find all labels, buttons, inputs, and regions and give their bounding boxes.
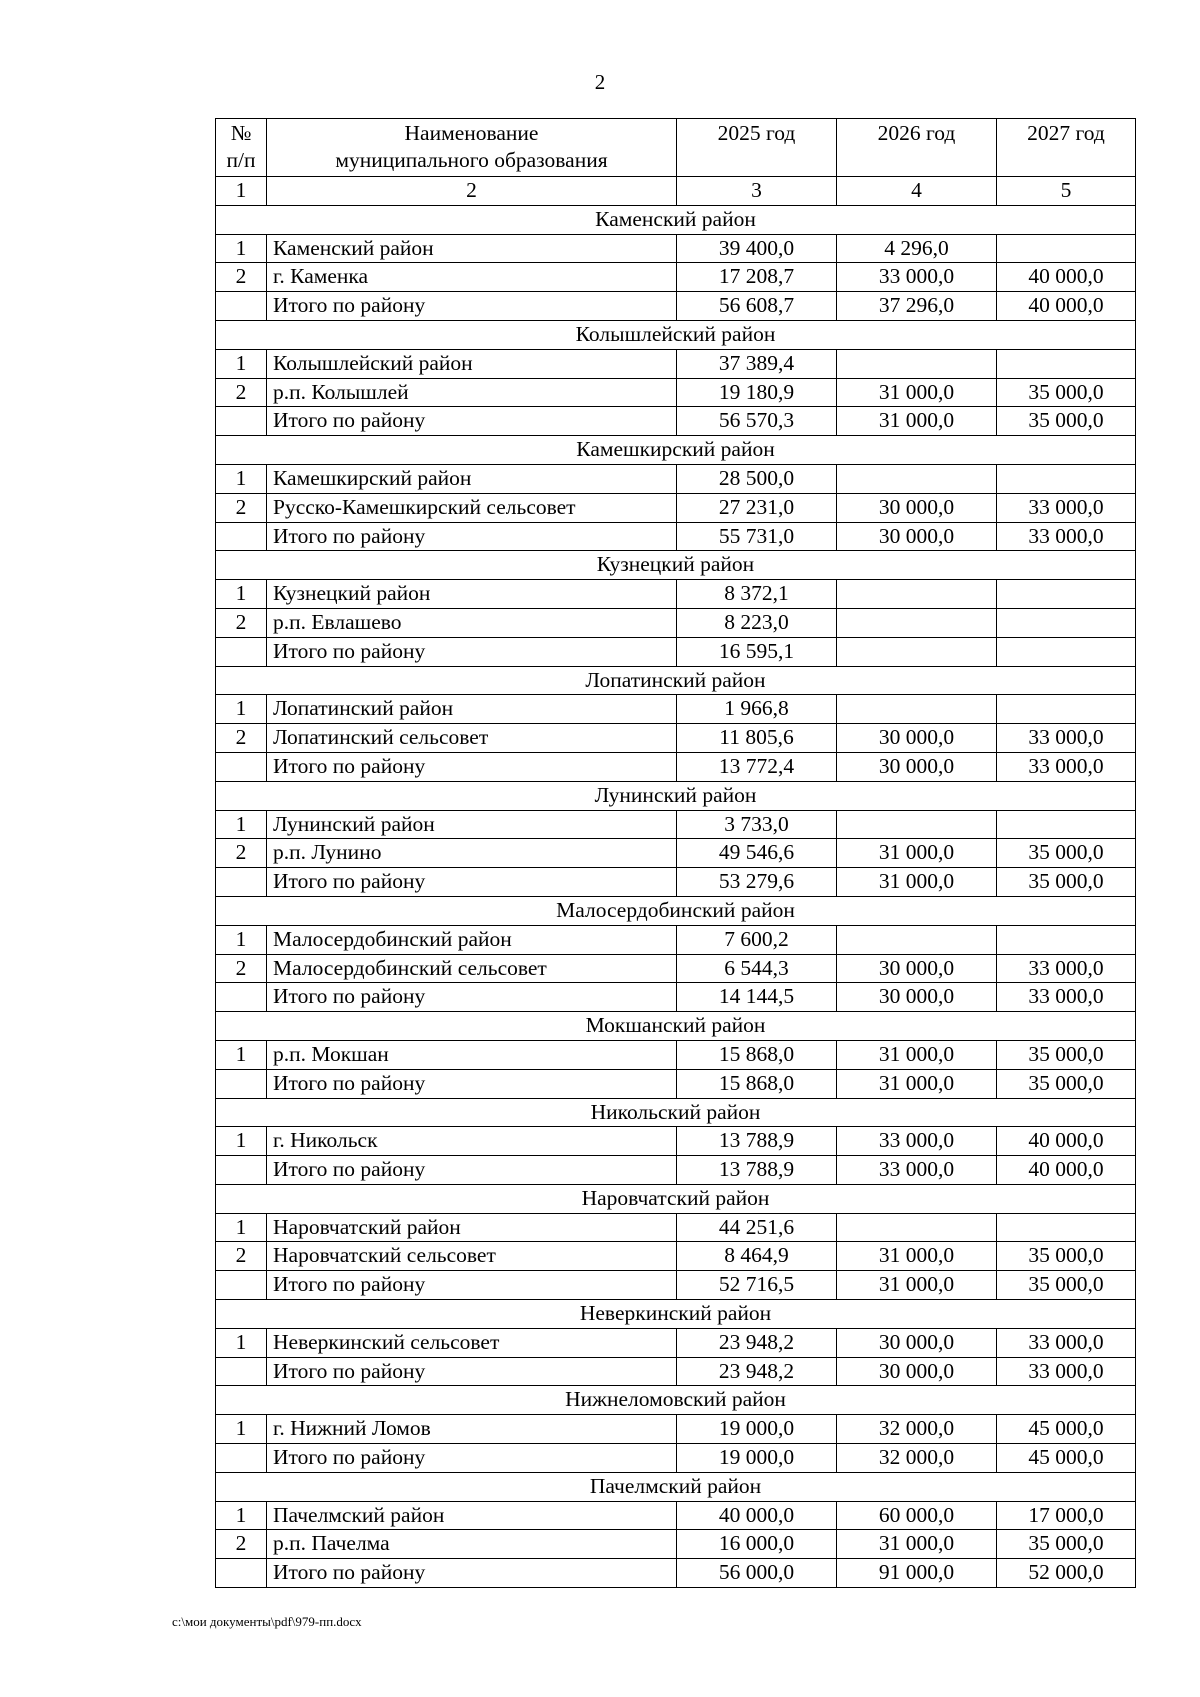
value-2026: 31 000,0	[837, 1271, 997, 1300]
municipality-name: Наровчатский сельсовет	[267, 1242, 677, 1271]
municipality-name: г. Никольск	[267, 1127, 677, 1156]
municipality-name: Лопатинский сельсовет	[267, 724, 677, 753]
page-number: 2	[594, 70, 606, 94]
table-row	[216, 1530, 1136, 1559]
value-2026: 32 000,0	[837, 1444, 997, 1473]
table-row	[216, 954, 1136, 983]
column-number: 4	[837, 177, 997, 206]
municipality-name: Итого по району	[267, 1271, 677, 1300]
value-2026: 30 000,0	[837, 724, 997, 753]
table-row	[216, 1156, 1136, 1185]
table-row	[216, 925, 1136, 954]
value-2026: 31 000,0	[837, 378, 997, 407]
section-header-row	[216, 551, 1136, 580]
municipality-name: р.п. Евлашево	[267, 608, 677, 637]
municipality-name: Малосердобинский район	[267, 925, 677, 954]
municipality-name: Итого по району	[267, 292, 677, 321]
row-number: 1	[216, 349, 267, 378]
municipality-name: Русско-Камешкирский сельсовет	[267, 493, 677, 522]
value-2026: 30 000,0	[837, 983, 997, 1012]
value-2025: 1 966,8	[677, 695, 837, 724]
row-number	[216, 1271, 267, 1300]
value-2027: 35 000,0	[997, 1242, 1136, 1271]
table-row	[216, 378, 1136, 407]
column-number: 2	[267, 177, 677, 206]
value-2027	[997, 464, 1136, 493]
row-number	[216, 1444, 267, 1473]
value-2026: 33 000,0	[837, 263, 997, 292]
section-title: Никольский район	[216, 1098, 1136, 1127]
value-2026: 30 000,0	[837, 1328, 997, 1357]
value-2026: 30 000,0	[837, 1357, 997, 1386]
value-2027: 35 000,0	[997, 1040, 1136, 1069]
row-number: 1	[216, 234, 267, 263]
row-number	[216, 1559, 267, 1588]
value-2026	[837, 637, 997, 666]
table-row	[216, 608, 1136, 637]
value-2027: 45 000,0	[997, 1415, 1136, 1444]
municipality-name: Колышлейский район	[267, 349, 677, 378]
section-title: Лопатинский район	[216, 666, 1136, 695]
row-number	[216, 522, 267, 551]
value-2026	[837, 695, 997, 724]
value-2027: 35 000,0	[997, 1530, 1136, 1559]
value-2025: 17 208,7	[677, 263, 837, 292]
value-2026	[837, 580, 997, 609]
row-number: 2	[216, 954, 267, 983]
column-number: 1	[216, 177, 267, 206]
row-number: 2	[216, 608, 267, 637]
value-2027	[997, 580, 1136, 609]
municipality-name: Итого по району	[267, 1357, 677, 1386]
section-header-row	[216, 1386, 1136, 1415]
value-2027	[997, 637, 1136, 666]
section-header-row	[216, 1012, 1136, 1041]
value-2027: 35 000,0	[997, 1271, 1136, 1300]
value-2027: 33 000,0	[997, 522, 1136, 551]
header-number: № п/п	[216, 119, 267, 177]
header-2026: 2026 год	[837, 119, 997, 177]
table-row	[216, 1415, 1136, 1444]
value-2025: 53 279,6	[677, 868, 837, 897]
municipality-name: р.п. Мокшан	[267, 1040, 677, 1069]
value-2025: 16 595,1	[677, 637, 837, 666]
table-row	[216, 1127, 1136, 1156]
table-row	[216, 234, 1136, 263]
municipality-name: Малосердобинский сельсовет	[267, 954, 677, 983]
section-title: Каменский район	[216, 205, 1136, 234]
table-row	[216, 292, 1136, 321]
municipality-name: Итого по району	[267, 983, 677, 1012]
value-2027: 33 000,0	[997, 493, 1136, 522]
section-title: Малосердобинский район	[216, 896, 1136, 925]
value-2026	[837, 349, 997, 378]
table-row	[216, 522, 1136, 551]
value-2026	[837, 810, 997, 839]
section-header-row	[216, 781, 1136, 810]
table-row	[216, 1040, 1136, 1069]
table-row	[216, 1213, 1136, 1242]
municipality-name: Каменский район	[267, 234, 677, 263]
row-number	[216, 1069, 267, 1098]
value-2025: 19 000,0	[677, 1415, 837, 1444]
value-2027: 33 000,0	[997, 1328, 1136, 1357]
table-row	[216, 407, 1136, 436]
municipality-name: г. Каменка	[267, 263, 677, 292]
row-number: 1	[216, 1127, 267, 1156]
row-number: 1	[216, 1213, 267, 1242]
value-2025: 3 733,0	[677, 810, 837, 839]
value-2025: 28 500,0	[677, 464, 837, 493]
section-header-row	[216, 205, 1136, 234]
municipality-name: Итого по району	[267, 637, 677, 666]
value-2025: 44 251,6	[677, 1213, 837, 1242]
value-2027: 35 000,0	[997, 378, 1136, 407]
row-number: 2	[216, 378, 267, 407]
value-2027: 33 000,0	[997, 752, 1136, 781]
value-2026: 60 000,0	[837, 1501, 997, 1530]
value-2026: 30 000,0	[837, 752, 997, 781]
column-number: 3	[677, 177, 837, 206]
row-number: 1	[216, 580, 267, 609]
table-row	[216, 349, 1136, 378]
value-2025: 27 231,0	[677, 493, 837, 522]
value-2027	[997, 810, 1136, 839]
column-numbers-row	[216, 177, 1136, 206]
table-row	[216, 263, 1136, 292]
value-2026: 37 296,0	[837, 292, 997, 321]
section-header-row	[216, 436, 1136, 465]
table-row	[216, 695, 1136, 724]
row-number: 2	[216, 263, 267, 292]
value-2026: 31 000,0	[837, 1069, 997, 1098]
municipality-name: Лопатинский район	[267, 695, 677, 724]
value-2025: 37 389,4	[677, 349, 837, 378]
row-number: 2	[216, 1530, 267, 1559]
row-number	[216, 752, 267, 781]
row-number: 1	[216, 810, 267, 839]
value-2027: 33 000,0	[997, 983, 1136, 1012]
table-row	[216, 1242, 1136, 1271]
value-2025: 39 400,0	[677, 234, 837, 263]
value-2027: 35 000,0	[997, 839, 1136, 868]
value-2026: 31 000,0	[837, 407, 997, 436]
section-header-row	[216, 666, 1136, 695]
value-2025: 6 544,3	[677, 954, 837, 983]
section-header-row	[216, 1300, 1136, 1329]
value-2025: 13 772,4	[677, 752, 837, 781]
value-2025: 49 546,6	[677, 839, 837, 868]
value-2026: 30 000,0	[837, 522, 997, 551]
section-title: Лунинский район	[216, 781, 1136, 810]
value-2026: 4 296,0	[837, 234, 997, 263]
row-number: 2	[216, 493, 267, 522]
section-title: Мокшанский район	[216, 1012, 1136, 1041]
municipality-name: Лунинский район	[267, 810, 677, 839]
value-2027	[997, 925, 1136, 954]
table-row	[216, 1444, 1136, 1473]
row-number	[216, 1357, 267, 1386]
table-row	[216, 752, 1136, 781]
municipality-name: Итого по району	[267, 868, 677, 897]
row-number: 1	[216, 1328, 267, 1357]
section-header-row	[216, 896, 1136, 925]
value-2026	[837, 464, 997, 493]
section-title: Нижнеломовский район	[216, 1386, 1136, 1415]
row-number: 2	[216, 839, 267, 868]
value-2027	[997, 349, 1136, 378]
table-row	[216, 1271, 1136, 1300]
row-number: 1	[216, 925, 267, 954]
value-2027: 33 000,0	[997, 954, 1136, 983]
table-row	[216, 1559, 1136, 1588]
table-row	[216, 868, 1136, 897]
value-2027	[997, 608, 1136, 637]
row-number: 1	[216, 464, 267, 493]
municipality-name: Итого по району	[267, 1444, 677, 1473]
value-2026: 30 000,0	[837, 493, 997, 522]
section-title: Пачелмский район	[216, 1472, 1136, 1501]
municipality-name: р.п. Колышлей	[267, 378, 677, 407]
table-row	[216, 1501, 1136, 1530]
value-2025: 23 948,2	[677, 1357, 837, 1386]
value-2026: 31 000,0	[837, 1242, 997, 1271]
value-2026: 91 000,0	[837, 1559, 997, 1588]
municipality-name: Итого по району	[267, 1156, 677, 1185]
value-2026: 31 000,0	[837, 1530, 997, 1559]
municipality-name: Итого по району	[267, 752, 677, 781]
row-number: 1	[216, 1501, 267, 1530]
section-header-row	[216, 1184, 1136, 1213]
value-2025: 8 464,9	[677, 1242, 837, 1271]
row-number	[216, 637, 267, 666]
row-number: 1	[216, 1040, 267, 1069]
value-2026	[837, 608, 997, 637]
municipality-name: Итого по району	[267, 407, 677, 436]
municipality-name: р.п. Пачелма	[267, 1530, 677, 1559]
value-2026: 32 000,0	[837, 1415, 997, 1444]
value-2025: 56 608,7	[677, 292, 837, 321]
table-row	[216, 1069, 1136, 1098]
table-row	[216, 839, 1136, 868]
value-2026: 31 000,0	[837, 868, 997, 897]
section-title: Кузнецкий район	[216, 551, 1136, 580]
section-header-row	[216, 1098, 1136, 1127]
row-number: 1	[216, 1415, 267, 1444]
table-row	[216, 724, 1136, 753]
value-2026: 33 000,0	[837, 1127, 997, 1156]
value-2026: 30 000,0	[837, 954, 997, 983]
value-2027	[997, 1213, 1136, 1242]
value-2025: 55 731,0	[677, 522, 837, 551]
value-2027: 40 000,0	[997, 263, 1136, 292]
value-2027: 35 000,0	[997, 407, 1136, 436]
row-number	[216, 1156, 267, 1185]
row-number	[216, 983, 267, 1012]
value-2027: 40 000,0	[997, 1127, 1136, 1156]
table-row	[216, 983, 1136, 1012]
section-header-row	[216, 320, 1136, 349]
value-2027	[997, 234, 1136, 263]
value-2027: 35 000,0	[997, 868, 1136, 897]
municipality-name: Пачелмский район	[267, 1501, 677, 1530]
section-title: Камешкирский район	[216, 436, 1136, 465]
value-2025: 16 000,0	[677, 1530, 837, 1559]
header-name: Наименование муниципального образования	[267, 119, 677, 177]
header-row	[216, 119, 1136, 177]
header-2027: 2027 год	[997, 119, 1136, 177]
value-2025: 40 000,0	[677, 1501, 837, 1530]
value-2026: 31 000,0	[837, 839, 997, 868]
value-2025: 23 948,2	[677, 1328, 837, 1357]
table-row	[216, 1357, 1136, 1386]
value-2025: 52 716,5	[677, 1271, 837, 1300]
value-2025: 13 788,9	[677, 1127, 837, 1156]
table-row	[216, 493, 1136, 522]
table-row	[216, 1328, 1136, 1357]
header-2025: 2025 год	[677, 119, 837, 177]
municipality-name: Камешкирский район	[267, 464, 677, 493]
municipality-name: Итого по району	[267, 522, 677, 551]
value-2025: 15 868,0	[677, 1069, 837, 1098]
table-row	[216, 637, 1136, 666]
section-title: Наровчатский район	[216, 1184, 1136, 1213]
row-number	[216, 868, 267, 897]
value-2027: 35 000,0	[997, 1069, 1136, 1098]
row-number	[216, 407, 267, 436]
value-2025: 14 144,5	[677, 983, 837, 1012]
table-row	[216, 464, 1136, 493]
municipality-name: р.п. Лунино	[267, 839, 677, 868]
value-2025: 56 570,3	[677, 407, 837, 436]
value-2027: 52 000,0	[997, 1559, 1136, 1588]
section-header-row	[216, 1472, 1136, 1501]
value-2025: 15 868,0	[677, 1040, 837, 1069]
row-number	[216, 292, 267, 321]
row-number: 1	[216, 695, 267, 724]
municipality-name: г. Нижний Ломов	[267, 1415, 677, 1444]
value-2025: 13 788,9	[677, 1156, 837, 1185]
municipality-name: Неверкинский сельсовет	[267, 1328, 677, 1357]
value-2025: 7 600,2	[677, 925, 837, 954]
municipality-name: Итого по району	[267, 1559, 677, 1588]
funding-table	[215, 118, 1136, 1588]
value-2027: 40 000,0	[997, 292, 1136, 321]
value-2027: 40 000,0	[997, 1156, 1136, 1185]
value-2026	[837, 1213, 997, 1242]
value-2025: 19 180,9	[677, 378, 837, 407]
file-path-footer: c:\мои документы\pdf\979-пп.docx	[172, 1614, 362, 1629]
value-2026: 31 000,0	[837, 1040, 997, 1069]
table-row	[216, 810, 1136, 839]
municipality-name: Наровчатский район	[267, 1213, 677, 1242]
column-number: 5	[997, 177, 1136, 206]
value-2025: 19 000,0	[677, 1444, 837, 1473]
municipality-name: Итого по району	[267, 1069, 677, 1098]
municipality-name: Кузнецкий район	[267, 580, 677, 609]
value-2026	[837, 925, 997, 954]
value-2027: 33 000,0	[997, 1357, 1136, 1386]
value-2027: 33 000,0	[997, 724, 1136, 753]
section-title: Колышлейский район	[216, 320, 1136, 349]
value-2026: 33 000,0	[837, 1156, 997, 1185]
section-title: Неверкинский район	[216, 1300, 1136, 1329]
value-2025: 8 223,0	[677, 608, 837, 637]
table-row	[216, 580, 1136, 609]
value-2027: 45 000,0	[997, 1444, 1136, 1473]
row-number: 2	[216, 1242, 267, 1271]
value-2025: 11 805,6	[677, 724, 837, 753]
row-number: 2	[216, 724, 267, 753]
value-2025: 8 372,1	[677, 580, 837, 609]
value-2025: 56 000,0	[677, 1559, 837, 1588]
value-2027	[997, 695, 1136, 724]
value-2027: 17 000,0	[997, 1501, 1136, 1530]
